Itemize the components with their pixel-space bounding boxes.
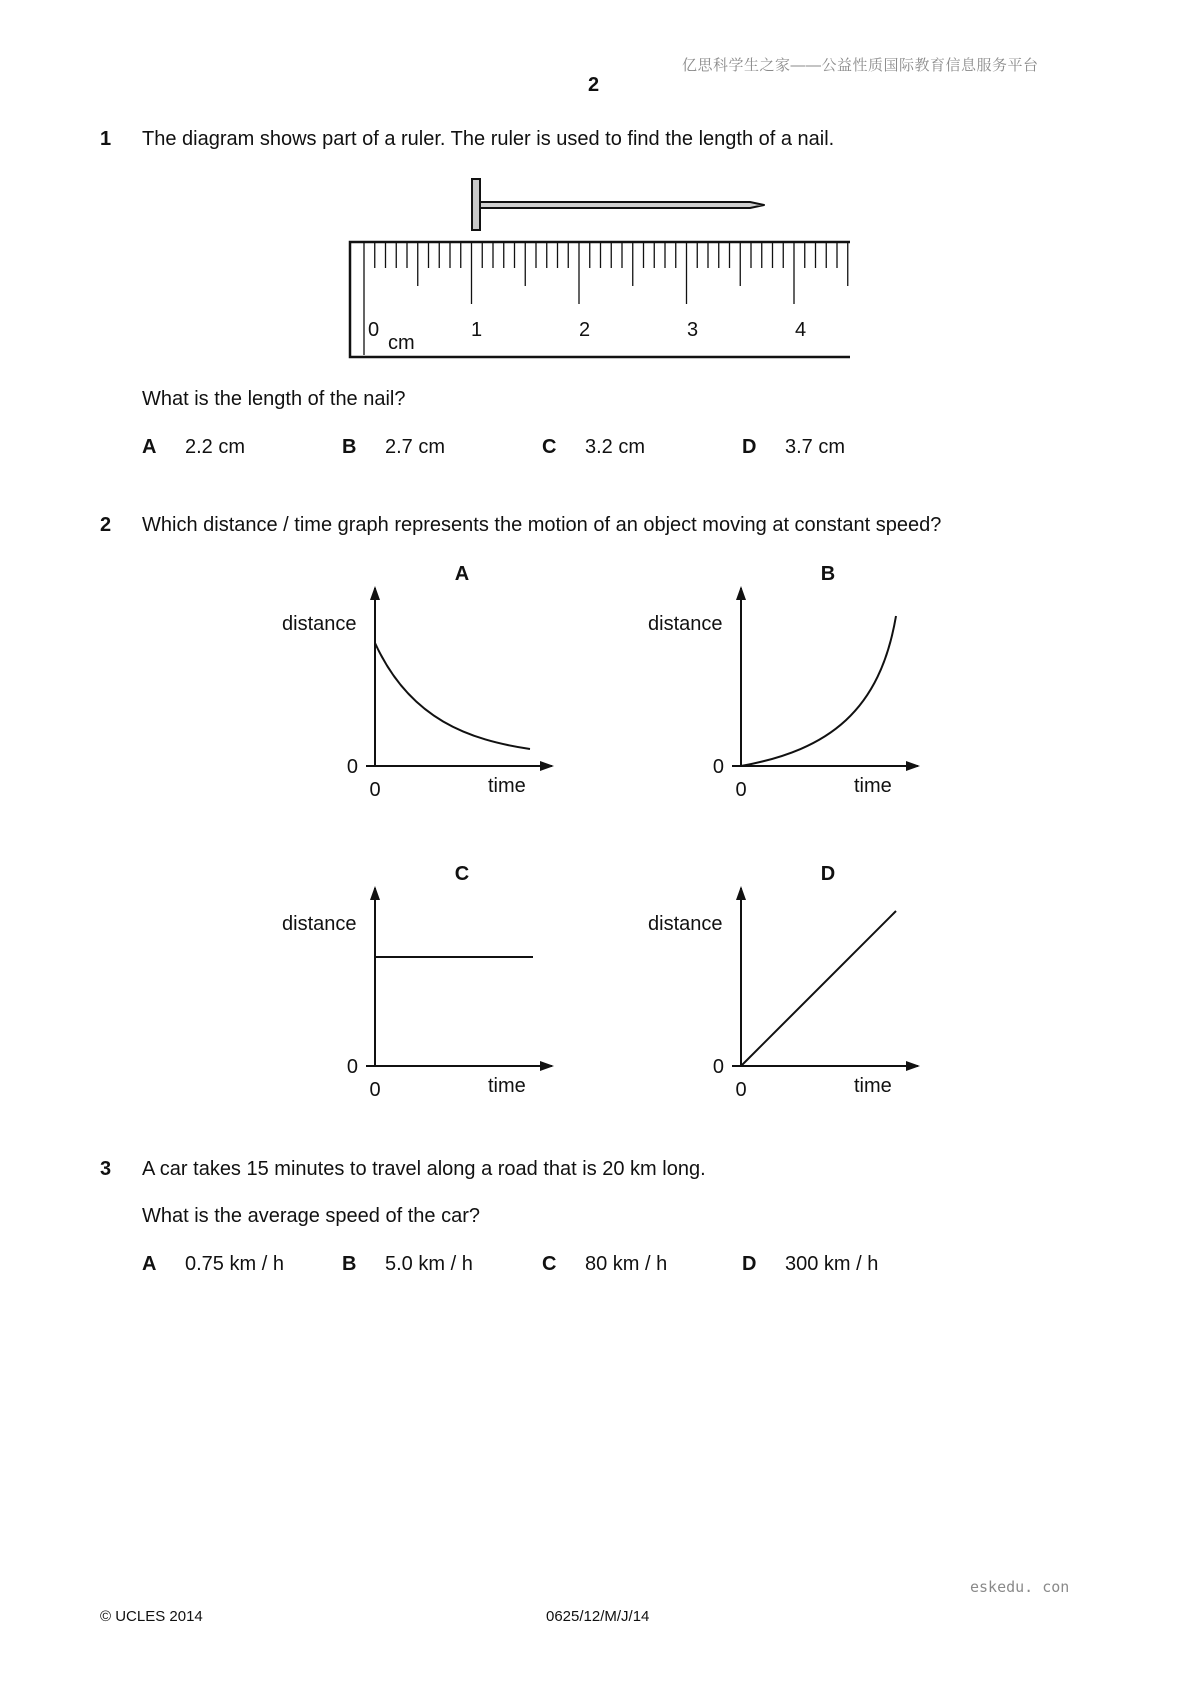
graph-a-y-origin: 0 [346, 756, 358, 778]
graph-d-line [741, 911, 896, 1066]
q1-option-c-letter: C [542, 436, 557, 458]
ruler-label-1: 1 [471, 319, 483, 341]
ruler-label-2: 2 [579, 319, 591, 341]
graph-c-xlabel: time [488, 1075, 526, 1097]
graphs-diagram [270, 550, 930, 1110]
watermark-text: 亿思科学生之家——公益性质国际教育信息服务平台 [682, 57, 1039, 74]
graph-b [648, 563, 918, 801]
ruler-label-4: 4 [795, 319, 807, 341]
graph-a-xlabel: time [488, 775, 526, 797]
graph-a [282, 563, 552, 801]
question-1-number: 1 [100, 128, 112, 150]
ruler-unit: cm [388, 332, 415, 354]
question-3-number: 3 [100, 1158, 112, 1180]
graph-c-x-origin: 0 [369, 1079, 381, 1101]
q1-option-d-value: 3.7 cm [785, 436, 846, 458]
ruler-label-0: 0 [368, 319, 380, 341]
q3-option-c-letter: C [542, 1253, 557, 1275]
site-watermark: eskedu. con [970, 1578, 1070, 1596]
graph-c-y-origin: 0 [346, 1056, 358, 1078]
graph-b-x-origin: 0 [735, 779, 747, 801]
question-3-prompt: What is the average speed of the car? [142, 1205, 480, 1227]
graph-d-letter: D [820, 863, 836, 885]
q1-option-b-value: 2.7 cm [385, 436, 446, 458]
graph-d-ylabel: distance [648, 913, 723, 935]
graph-a-ylabel: distance [282, 613, 357, 635]
q3-option-d-letter: D [742, 1253, 757, 1275]
question-3-text: A car takes 15 minutes to travel along a road that is 20 km long. [142, 1158, 706, 1180]
q3-option-b-value: 5.0 km / h [385, 1253, 473, 1275]
q1-option-c-value: 3.2 cm [585, 436, 646, 458]
q1-option-b-letter: B [342, 436, 357, 458]
graph-c [282, 863, 552, 1101]
graph-d [648, 863, 918, 1101]
graph-a-x-origin: 0 [369, 779, 381, 801]
ruler-diagram [340, 165, 860, 365]
q3-option-a-value: 0.75 km / h [185, 1253, 284, 1275]
graph-d-xlabel: time [854, 1075, 892, 1097]
q3-option-c-value: 80 km / h [585, 1253, 668, 1275]
q3-option-a-letter: A [142, 1253, 157, 1275]
graph-b-letter: B [820, 563, 836, 585]
ruler-label-3: 3 [687, 319, 699, 341]
question-1-prompt: What is the length of the nail? [142, 388, 406, 410]
graph-c-letter: C [454, 863, 470, 885]
graph-b-y-origin: 0 [712, 756, 724, 778]
q1-option-a-letter: A [142, 436, 157, 458]
graph-a-letter: A [454, 563, 470, 585]
ruler-ticks [364, 242, 848, 355]
question-1-text: The diagram shows part of a ruler. The ruler is used to find the length of a nail. [142, 128, 835, 150]
paper-code: 0625/12/M/J/14 [546, 1608, 650, 1625]
q3-option-d-value: 300 km / h [785, 1253, 879, 1275]
graph-d-y-origin: 0 [712, 1056, 724, 1078]
q1-option-d-letter: D [742, 436, 757, 458]
graph-b-curve [741, 616, 896, 766]
copyright-text: © UCLES 2014 [100, 1608, 203, 1625]
question-2-text: Which distance / time graph represents the motion of an object moving at constant speed? [142, 514, 942, 536]
nail [472, 179, 764, 230]
graph-d-x-origin: 0 [735, 1079, 747, 1101]
question-2-number: 2 [100, 514, 112, 536]
graph-c-ylabel: distance [282, 913, 357, 935]
q1-option-a-value: 2.2 cm [185, 436, 246, 458]
graph-b-xlabel: time [854, 775, 892, 797]
page-number: 2 [588, 74, 600, 96]
graph-a-curve [375, 643, 530, 749]
graph-b-ylabel: distance [648, 613, 723, 635]
q3-option-b-letter: B [342, 1253, 357, 1275]
